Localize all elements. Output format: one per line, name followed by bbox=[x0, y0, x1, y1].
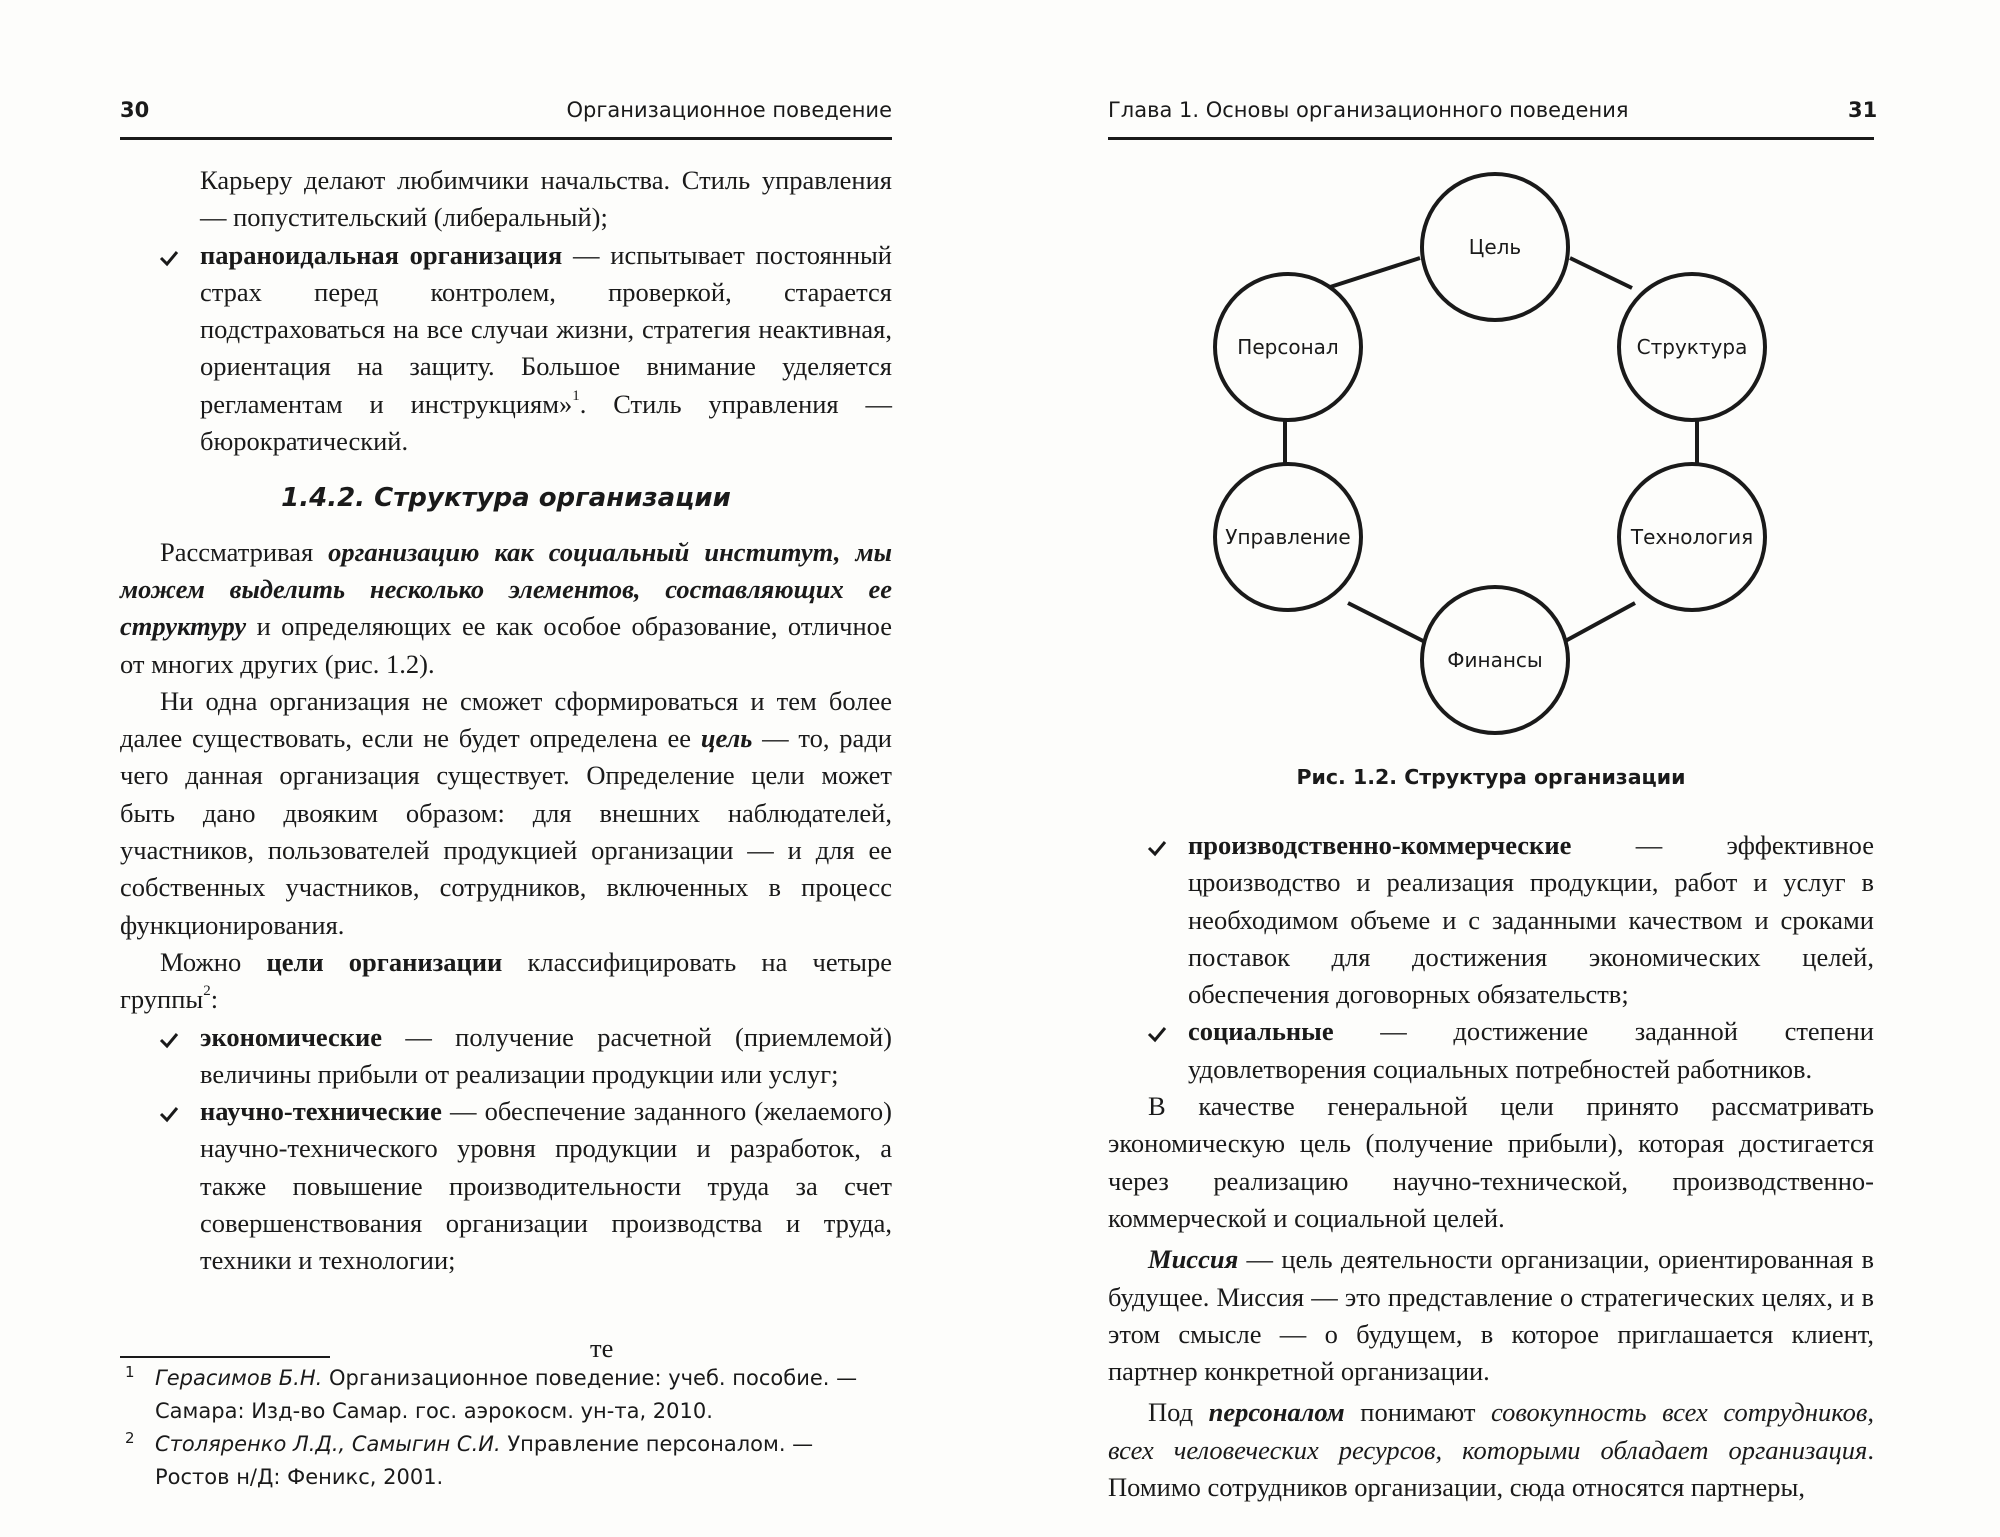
paragraph bbox=[1108, 1241, 1874, 1390]
paragraph bbox=[1108, 1394, 1874, 1506]
figure-caption: Рис. 1.2. Структура организации bbox=[1296, 765, 1686, 789]
stray-text: те bbox=[590, 1333, 614, 1363]
text-run: — то, ради чего данная организация существует. Определение цели может быть дано двояким образом: для внешних наблюдателей, участников, пользователей продукцией организации — и для ее собственных участников, сотрудников, включенных в процесс функционирования. bbox=[120, 723, 892, 940]
right-running-title: Глава 1. Основы организационного поведения bbox=[1108, 98, 1629, 122]
text-run: Под bbox=[1148, 1397, 1209, 1428]
connector-goal-structure bbox=[1570, 258, 1632, 288]
text-run: Ни одна организация не сможет сформироваться и тем более далее существовать, если не будет определена ее bbox=[120, 685, 892, 754]
node-management-label: Управление bbox=[1225, 525, 1351, 549]
section-subheading: 1.4.2. Структура организации bbox=[281, 483, 731, 514]
node-personnel-label: Персонал bbox=[1237, 335, 1339, 359]
connector-finance-management bbox=[1348, 603, 1431, 645]
emphasis: цель bbox=[700, 723, 753, 754]
emphasis: цели организации bbox=[266, 946, 503, 977]
list-item bbox=[1108, 827, 1874, 1013]
footnote-author: Герасимов Б.Н. bbox=[155, 1366, 323, 1390]
node-finance-label: Финансы bbox=[1447, 648, 1543, 672]
list-text: — обеспечение заданного (желаемого) научно-технического уровня продукции и разработок, а также повышение производительности труда за счет совершенствования организации производства и труда, техники и технологии; bbox=[200, 1096, 892, 1276]
connector-technology-finance bbox=[1558, 603, 1635, 645]
footnote-text: Организационное поведение: учеб. пособие. — Самара: Изд-во Самар. гос. аэрокосм. ун-та, 2010. bbox=[155, 1366, 858, 1423]
checkmark-icon bbox=[1146, 1013, 1168, 1035]
connector-personnel-goal bbox=[1327, 258, 1420, 288]
left-running-title: Организационное поведение bbox=[566, 98, 892, 122]
node-goal-label: Цель bbox=[1468, 235, 1522, 259]
paragraph: В качестве генеральной цели принято рассматривать экономическую цель (получение прибыли), которая достигается через реализацию научно-технической, производственно-коммерческой и социальной целей. bbox=[1108, 1091, 1874, 1233]
node-technology-label: Технология bbox=[1630, 525, 1754, 549]
text-run: Можно bbox=[160, 946, 267, 977]
list-text: — достижение заданной степени удовлетворения социальных потребностей работников. bbox=[1188, 1016, 1874, 1084]
node-structure-label: Структура bbox=[1636, 335, 1748, 359]
footnote-ref: 2 bbox=[203, 983, 211, 1000]
list-term: производственно-коммерческие bbox=[1188, 830, 1572, 860]
text-run: : bbox=[210, 984, 219, 1015]
text-run: . Помимо сотрудников организации, сюда относятся партнеры, bbox=[1108, 1434, 1874, 1503]
list-text: — эффективное цроизводство и реализация продукции, работ и услуг в необходимом объеме и с заданными качеством и сроками поставок для достижения экономических целей, обеспечения договорных обязательств; bbox=[1188, 830, 1874, 1010]
footnote-author: Столяренко Л.Д., Самыгин С.И. bbox=[155, 1432, 501, 1456]
list-text: — испытывает постоянный страх перед контролем, проверкой, старается подстраховаться на все случаи жизни, стратегия неактивная, ориентация на защиту. Большое внимание уделяется регламентам и инструкциям» bbox=[200, 239, 892, 419]
italic-run: совокупность всех сотрудников, всех человеческих ресурсов, которыми обладает организация bbox=[1108, 1397, 1874, 1465]
text-run: классифицировать на четыре группы bbox=[120, 946, 893, 1015]
checkmark-icon bbox=[1146, 827, 1168, 849]
emphasis: организацию как социальный институт, мы можем выделить несколько элементов, составляющих ее структуру bbox=[120, 536, 893, 642]
right-page-number: 31 bbox=[1848, 98, 1878, 122]
list-text: — получение расчетной (приемлемой) величины прибыли от реализации продукции или услуг; bbox=[200, 1021, 892, 1089]
text-run: — цель деятельности организации, ориентированная в будущее. Миссия — это представление о стратегических целях, и в этом смысле — о будущем, в которое приглашается клиент, партнер конкретной организации. bbox=[1108, 1244, 1874, 1387]
list-item bbox=[1108, 1013, 1874, 1088]
emphasis: Миссия bbox=[1148, 1244, 1239, 1275]
emphasis: персоналом bbox=[1208, 1397, 1345, 1428]
continued-paragraph: Карьеру делают любимчики начальства. Стиль управления — попустительский (либеральный); bbox=[200, 165, 892, 233]
list-term: социальные bbox=[1188, 1016, 1334, 1047]
text-run: и определяющих ее как особое образование, отличное от многих других (рис. 1.2). bbox=[120, 611, 892, 679]
list-text-end: . Стиль управления — бюрократический. bbox=[200, 388, 892, 457]
text-run: понимают bbox=[1344, 1397, 1491, 1428]
footnote-text: Управление персоналом. — Ростов н/Д: Феникс, 2001. bbox=[155, 1432, 814, 1489]
list-term: экономические bbox=[200, 1021, 383, 1052]
right-column bbox=[1108, 827, 1874, 1506]
footnote-number: 1 bbox=[125, 1363, 135, 1381]
footnote-number: 2 bbox=[125, 1429, 135, 1447]
footnote-ref: 1 bbox=[572, 387, 580, 404]
text-run: Рассматривая bbox=[160, 536, 329, 567]
list-term: параноидальная организация bbox=[200, 239, 563, 270]
left-page-number: 30 bbox=[120, 98, 150, 122]
list-term: научно-технические bbox=[200, 1096, 442, 1127]
